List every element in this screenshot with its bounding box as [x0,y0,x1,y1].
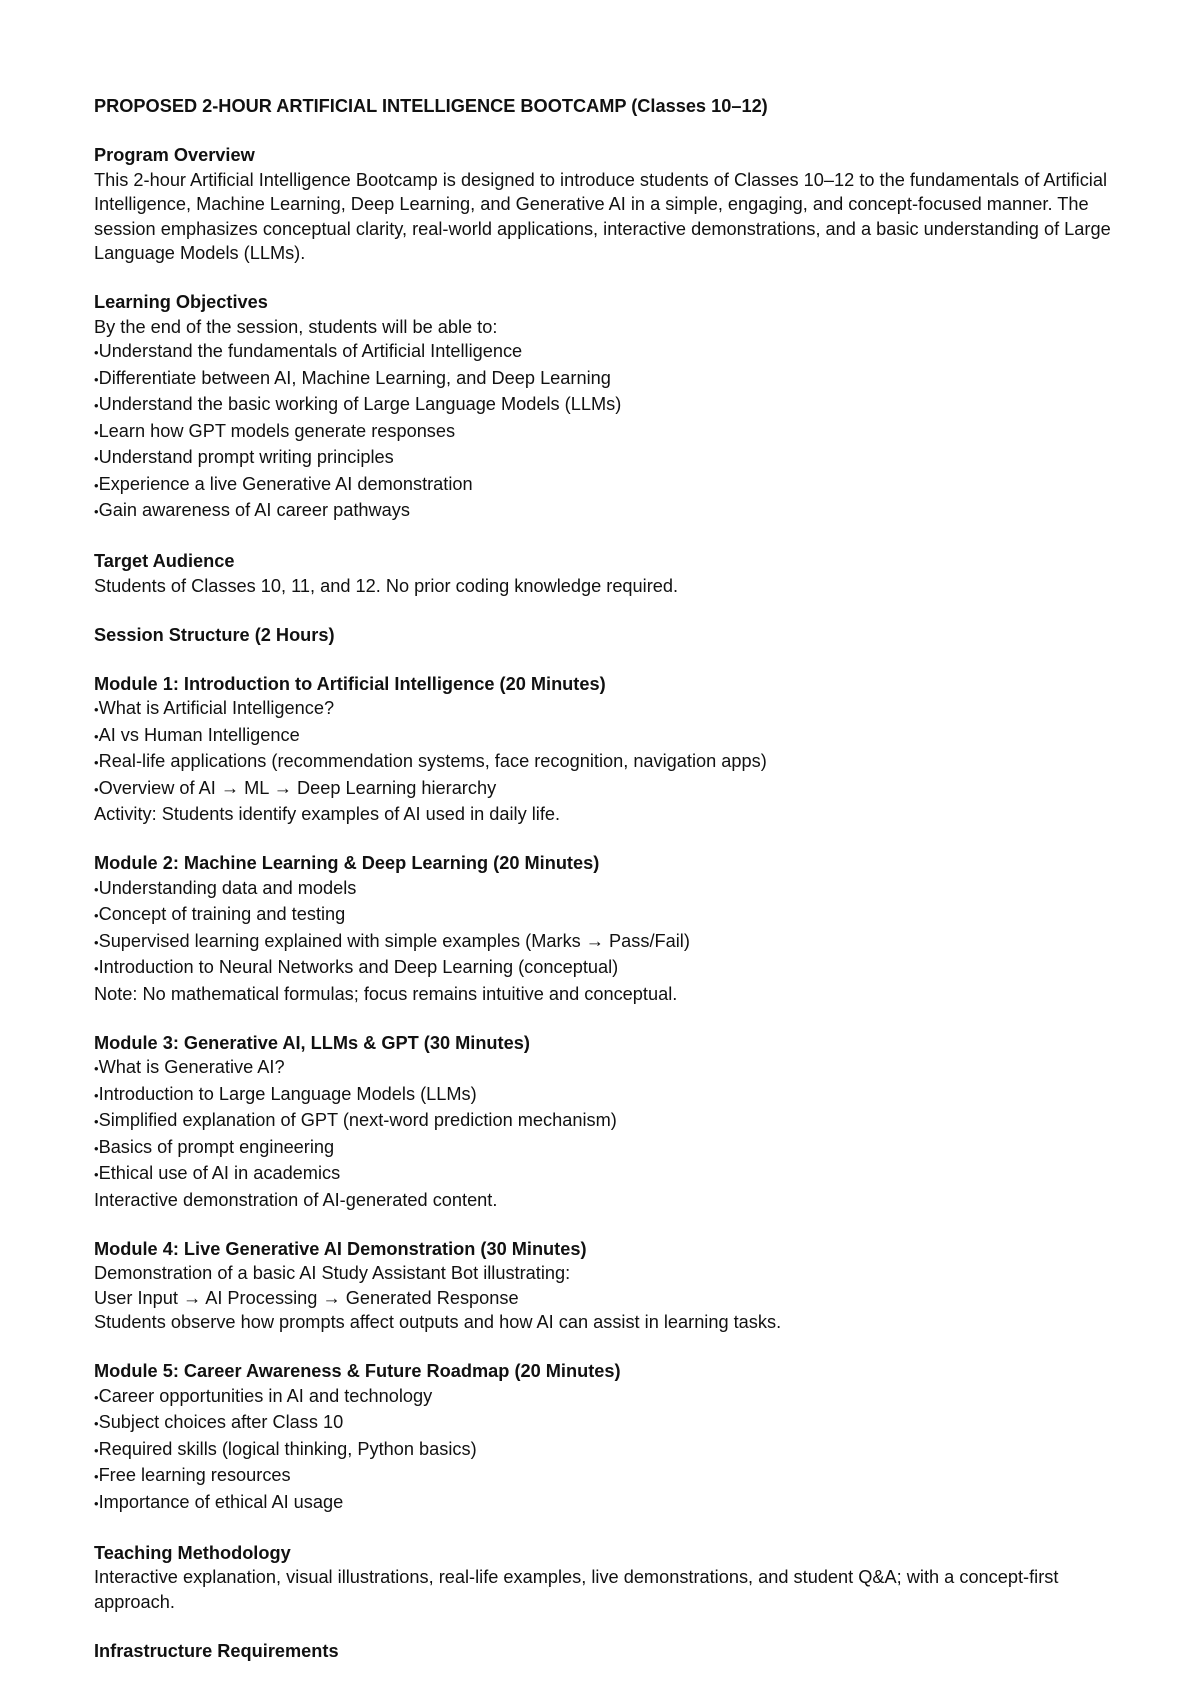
module-3-list [94,1055,1124,1188]
module-heading: Module 5: Career Awareness & Future Roadmap (20 Minutes) [94,1361,621,1381]
section-module-2 [94,851,1124,1006]
list-item: • Introduction to Large Language Models (LLMs) [94,1082,1124,1109]
list-item: • Gain awareness of AI career pathways [94,498,1124,525]
list-item: • Free learning resources [94,1463,1124,1490]
section-heading: Learning Objectives [94,292,268,312]
list-item: • Subject choices after Class 10 [94,1410,1124,1437]
document-page [94,94,1124,1688]
list-item: • What is Artificial Intelligence? [94,696,1124,723]
list-item: • What is Generative AI? [94,1055,1124,1082]
list-item: • Career opportunities in AI and technology [94,1384,1124,1411]
section-teaching-methodology [94,1541,1124,1615]
section-heading: Infrastructure Requirements [94,1640,339,1661]
list-item: • Basics of prompt engineering [94,1135,1124,1162]
section-module-1 [94,672,1124,827]
module-text: Demonstration of a basic AI Study Assistant Bot illustrating: [94,1263,571,1283]
list-item: • Understanding data and models [94,876,1124,903]
list-item: • Understand the basic working of Large Language Models (LLMs) [94,392,1124,419]
list-item: • Supervised learning explained with simple examples (Marks → Pass/Fail) [94,929,1124,956]
list-item: • Experience a live Generative AI demonstration [94,472,1124,499]
section-heading: Target Audience [94,551,235,571]
methodology-text: Interactive explanation, visual illustrations, real-life examples, live demonstrations, and student Q&A; with a concept-first approach. [94,1567,1059,1612]
section-module-5 [94,1359,1124,1516]
list-item: • Understand the fundamentals of Artificial Intelligence [94,339,1124,366]
module-note: Activity: Students identify examples of AI used in daily life. [94,804,561,824]
list-item: • Concept of training and testing [94,902,1124,929]
list-item: • Understand prompt writing principles [94,445,1124,472]
list-item: • Required skills (logical thinking, Python basics) [94,1437,1124,1464]
module-heading: Module 4: Live Generative AI Demonstration (30 Minutes) [94,1238,587,1259]
module-2-list [94,876,1124,982]
module-note: Interactive demonstration of AI-generated content. [94,1189,498,1210]
objectives-intro: By the end of the session, students will be able to: [94,316,498,337]
list-item: • Differentiate between AI, Machine Learning, and Deep Learning [94,366,1124,393]
module-heading: Module 3: Generative AI, LLMs & GPT (30 Minutes) [94,1032,530,1053]
document-title: PROPOSED 2-HOUR ARTIFICIAL INTELLIGENCE BOOTCAMP (Classes 10–12) [94,96,768,116]
module-note: Note: No mathematical formulas; focus remains intuitive and conceptual. [94,983,678,1004]
section-heading: Teaching Methodology [94,1542,291,1563]
list-item: • Real-life applications (recommendation systems, face recognition, navigation apps) [94,749,1124,776]
section-learning-objectives [94,290,1124,525]
list-item: • Simplified explanation of GPT (next-word prediction mechanism) [94,1108,1124,1135]
list-item: • Importance of ethical AI usage [94,1490,1124,1517]
list-item: • Introduction to Neural Networks and Deep Learning (conceptual) [94,955,1124,982]
section-heading: Program Overview [94,145,255,165]
section-program-overview [94,143,1124,266]
module-5-list [94,1384,1124,1517]
list-item: • Learn how GPT models generate responses [94,419,1124,446]
section-target-audience [94,549,1124,598]
audience-text: Students of Classes 10, 11, and 12. No prior coding knowledge required. [94,575,679,596]
module-text: User Input → AI Processing → Generated Response [94,1287,519,1308]
objectives-list [94,339,1124,525]
list-item: • AI vs Human Intelligence [94,723,1124,750]
module-heading: Module 2: Machine Learning & Deep Learning (20 Minutes) [94,853,600,873]
section-module-4 [94,1237,1124,1335]
module-1-list [94,696,1124,802]
module-text: Students observe how prompts affect outputs and how AI can assist in learning tasks. [94,1312,782,1332]
list-item: • Overview of AI → ML → Deep Learning hierarchy [94,776,1124,803]
section-module-3 [94,1031,1124,1213]
section-infrastructure-requirements [94,1639,1124,1664]
section-heading: Session Structure (2 Hours) [94,624,335,645]
overview-text: This 2-hour Artificial Intelligence Bootcamp is designed to introduce students of Classes 10–12 to the fundamentals of Artificial Intelligence, Machine Learning, Deep Learning, and Generative AI in a simple, engaging, and concept-focused manner. The session emphasizes conceptual clarity, real-world applications, interactive demonstrations, and a basic understanding of Large Language Models (LLMs). [94,169,1111,263]
list-item: • Ethical use of AI in academics [94,1161,1124,1188]
section-session-structure [94,623,1124,648]
module-heading: Module 1: Introduction to Artificial Intelligence (20 Minutes) [94,673,606,694]
